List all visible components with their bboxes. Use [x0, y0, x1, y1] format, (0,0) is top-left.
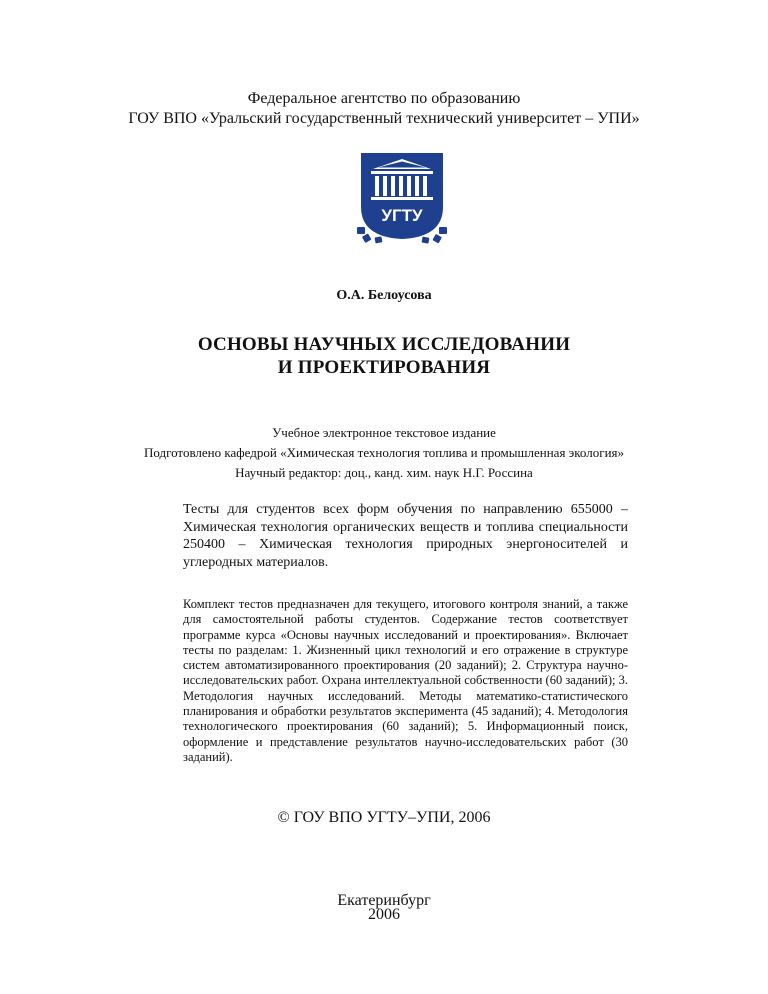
university-logo: [359, 151, 445, 243]
university-name: ГОУ ВПО «Уральский государственный технический университет – УПИ»: [128, 110, 640, 127]
tests-description: Тесты для студентов всех форм обучения по направлению 655000 – Химическая технология органических веществ и топлива специальности 250400 – Химическая технология природных энергоносителей и углеродных материалов.: [183, 502, 628, 570]
author-name: О.А. Белоусова: [336, 288, 432, 303]
document-title-line-1: ОСНОВЫ НАУЧНЫХ ИССЛЕДОВАНИИ: [197, 334, 571, 355]
publication-year: 2006: [368, 906, 400, 923]
prepared-by: Подготовлено кафедрой «Химическая технология топлива и промышленная экология»: [143, 445, 625, 460]
publication-year-clip: [0, 906, 768, 923]
scientific-editor: Научный редактор: доц., канд. хим. наук Н.Г. Россина: [235, 465, 533, 480]
copyright-notice: © ГОУ ВПО УГТУ–УПИ, 2006: [277, 809, 491, 826]
agency-name: Федеральное агентство по образованию: [247, 90, 521, 107]
logo-text: УГТУ: [381, 206, 423, 225]
edition-type: Учебное электронное текстовое издание: [272, 425, 496, 440]
abstract: Комплект тестов предназначен для текущего, итогового контроля знаний, а также для самостоятельной работы студентов. Содержание тестов соответствует программе курса «Основы научных исследований и проектирования». Включает тесты по разделам: 1. Жизненный цикл технологий и его отражение в структуре систем автоматизированного проектирования (20 заданий); 2. Структура научно-исследовательских работ. Охрана интеллектуальной собственности (60 заданий); 3. Методология научных исследований. Методы математико-статистического планирования и обработки результатов эксперимента (45 заданий); 4. Методология технологического проектирования (60 заданий); 5. Информационный поиск, оформление и представление результатов научно-исследовательских работ (30 заданий).: [183, 597, 628, 764]
publication-city: Екатеринбург: [337, 892, 431, 909]
document-title-line-2: И ПРОЕКТИРОВАНИЯ: [277, 357, 491, 378]
